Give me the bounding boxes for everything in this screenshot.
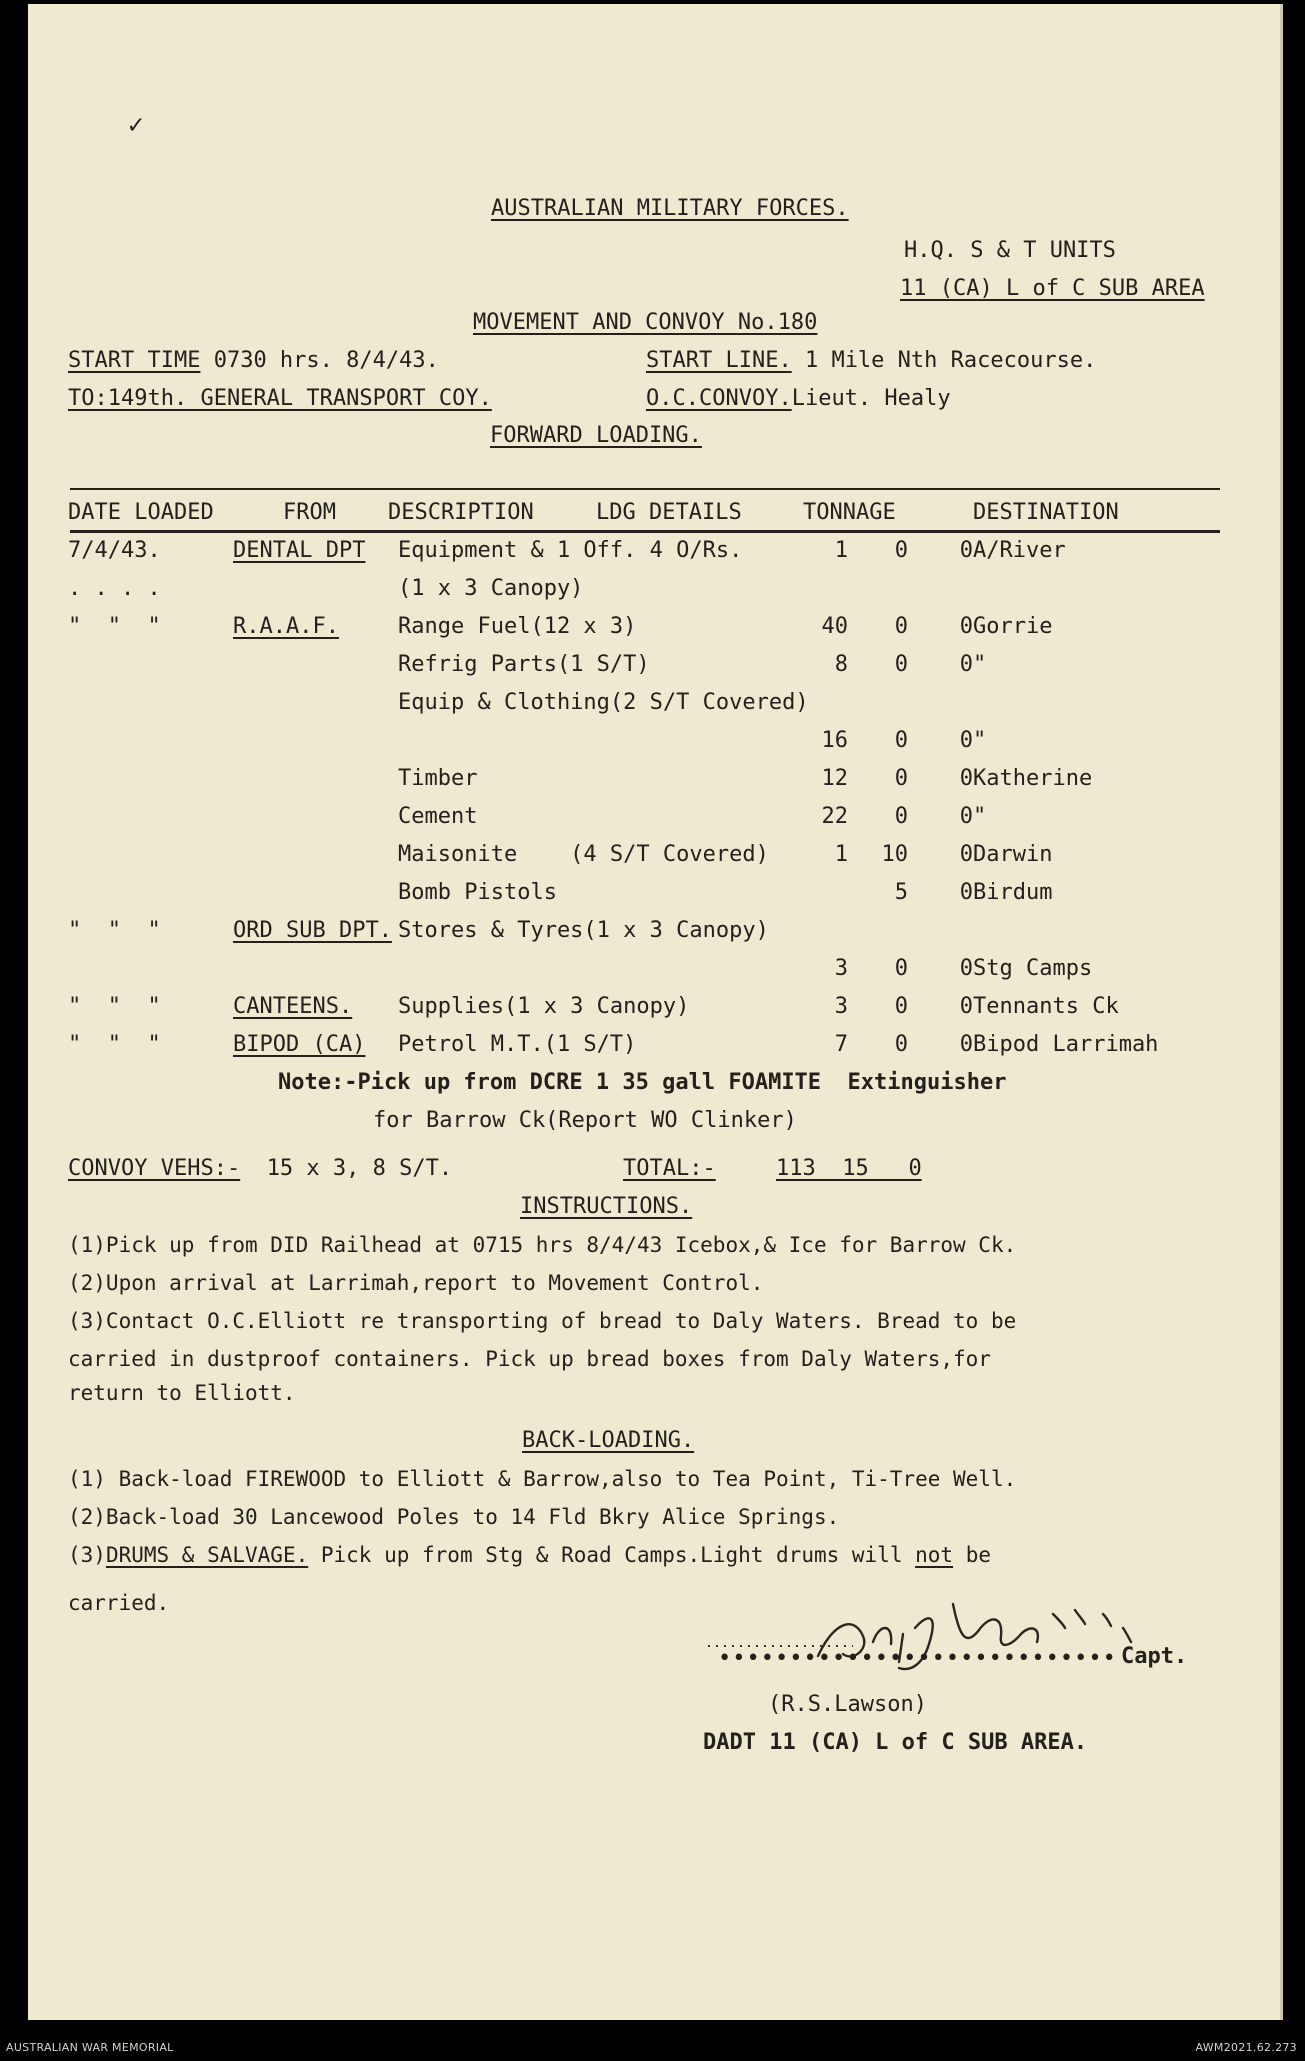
backloading-heading: BACK-LOADING. [522, 1428, 695, 1453]
cell-date: " " " [68, 918, 161, 943]
cell-description: (1 x 3 Canopy) [398, 576, 584, 601]
cell-tons: 40 [821, 614, 848, 639]
cell-date: . . . . [68, 576, 161, 601]
cell-tons: 7 [834, 1032, 848, 1057]
start-time-value: 0730 hrs. 8/4/43. [213, 348, 439, 373]
start-time [68, 348, 439, 374]
cell-date: " " " [68, 614, 161, 639]
table-top-rule [70, 488, 1220, 490]
cell-tons: 1 [834, 842, 848, 867]
cell-cwt: 0 [894, 804, 908, 829]
cell-qrs: 0 [959, 728, 973, 753]
note-line-2: for Barrow Ck(Report WO Clinker) [373, 1108, 797, 1133]
vehs-label: CONVOY VEHS:- [68, 1156, 241, 1181]
col-header-description: DESCRIPTION [388, 500, 534, 525]
instruction-line-5: return to Elliott. [68, 1381, 296, 1405]
cell-cwt: 0 [894, 538, 908, 563]
unit-line-1: H.Q. S & T UNITS [904, 238, 1116, 263]
cell-destination: " [973, 804, 987, 829]
cell-qrs: 0 [959, 994, 973, 1019]
start-time-label: START TIME [68, 348, 201, 373]
cell-tons: 8 [834, 652, 848, 677]
header-under-rule [70, 530, 1220, 533]
cell-cwt: 0 [894, 728, 908, 753]
cell-description: Equipment & 1 Off. 4 O/Rs. [398, 538, 743, 563]
total-label: TOTAL:- [623, 1156, 716, 1181]
cell-from: CANTEENS. [233, 994, 353, 1019]
cell-date: " " " [68, 1032, 161, 1057]
cell-cwt: 0 [894, 1032, 908, 1057]
cell-destination: Darwin [973, 842, 1053, 867]
instruction-line-4: carried in dustproof containers. Pick up bread boxes from Daly Waters,for [68, 1347, 991, 1371]
cell-destination: " [973, 652, 987, 677]
col-header-from: FROM [283, 500, 336, 525]
cell-cwt: 0 [894, 956, 908, 981]
backloading-line-4: carried. [68, 1591, 170, 1615]
cell-from: BIPOD (CA) [233, 1032, 366, 1057]
cell-cwt: 5 [894, 880, 908, 905]
cell-qrs: 0 [959, 652, 973, 677]
cell-description: Bomb Pistols [398, 880, 557, 905]
cell-destination: Gorrie [973, 614, 1053, 639]
cell-from: R.A.A.F. [233, 614, 339, 639]
movement-title: MOVEMENT AND CONVOY No.180 [473, 310, 818, 335]
cell-tons: 16 [821, 728, 848, 753]
convoy-vehicles [68, 1156, 452, 1182]
cell-from: DENTAL DPT [233, 538, 366, 563]
start-line-label: START LINE. [646, 348, 792, 373]
document-page [28, 4, 1283, 2020]
cell-qrs: 0 [959, 614, 973, 639]
cell-qrs: 0 [959, 538, 973, 563]
cell-qrs: 0 [959, 766, 973, 791]
oc-convoy [646, 386, 951, 412]
start-line-value: 1 Mile Nth Racecourse. [804, 348, 1097, 373]
instruction-line-2: (2)Upon arrival at Larrimah,report to Movement Control. [68, 1271, 764, 1295]
cell-destination: Tennants Ck [973, 994, 1119, 1019]
cell-tons: 3 [834, 956, 848, 981]
cell-qrs: 0 [959, 1032, 973, 1057]
cell-description: Stores & Tyres(1 x 3 Canopy) [398, 918, 769, 943]
instruction-line-3: (3)Contact O.C.Elliott re transporting of bread to Daly Waters. Bread to be [68, 1309, 1017, 1333]
backloading-line-3 [68, 1542, 991, 1568]
vehs-value: 15 x 3, 8 S/T. [266, 1156, 453, 1181]
cell-description: Timber [398, 766, 478, 791]
cell-destination: Bipod Larrimah [973, 1032, 1159, 1057]
pencil-mark-icon: ✓ [128, 110, 144, 140]
footer-left: AUSTRALIAN WAR MEMORIAL [6, 2041, 174, 2054]
instructions-heading: INSTRUCTIONS. [520, 1194, 693, 1219]
note-line-1: Note:-Pick up from DCRE 1 35 gall FOAMITE Extinguisher [278, 1070, 1007, 1095]
signature-name: (R.S.Lawson) [768, 1692, 927, 1717]
cell-tons: 1 [834, 538, 848, 563]
signature-rank: Capt. [1121, 1644, 1188, 1669]
bl3-rest-b: be [953, 1543, 991, 1567]
cell-date: " " " [68, 994, 161, 1019]
start-line [646, 348, 1096, 374]
col-header-ldg: LDG DETAILS [596, 500, 742, 525]
cell-destination: A/River [973, 538, 1066, 563]
to-unit: TO:149th. GENERAL TRANSPORT COY. [68, 386, 492, 411]
cell-cwt: 0 [894, 614, 908, 639]
instruction-line-1: (1)Pick up from DID Railhead at 0715 hrs 8/4/43 Icebox,& Ice for Barrow Ck. [68, 1233, 1017, 1257]
backloading-line-1: (1) Back-load FIREWOOD to Elliott & Barrow,also to Tea Point, Ti-Tree Well. [68, 1467, 1017, 1491]
col-header-tonnage: TONNAGE [803, 500, 896, 525]
cell-qrs: 0 [959, 956, 973, 981]
cell-qrs: 0 [959, 842, 973, 867]
cell-description: Petrol M.T.(1 S/T) [398, 1032, 637, 1057]
cell-cwt: 0 [894, 766, 908, 791]
cell-description: Range Fuel(12 x 3) [398, 614, 637, 639]
cell-date: 7/4/43. [68, 538, 161, 563]
bl3-not: not [915, 1543, 954, 1567]
oc-label: O.C.CONVOY. [646, 386, 792, 411]
handwritten-signature [703, 1584, 1223, 1694]
cell-cwt: 0 [894, 652, 908, 677]
signature-dots: •••••••••••••••••••••••••••• [718, 1646, 1117, 1671]
signature-title: DADT 11 (CA) L of C SUB AREA. [703, 1730, 1088, 1755]
unit-line-2: 11 (CA) L of C SUB AREA [900, 276, 1205, 301]
cell-destination: Stg Camps [973, 956, 1093, 981]
cell-description: Equip & Clothing(2 S/T Covered) [398, 690, 809, 715]
oc-value: Lieut. Healy [791, 386, 951, 411]
cell-tons: 22 [821, 804, 848, 829]
bl3-rest-a: Pick up from Stg & Road Camps.Light drums will [308, 1543, 916, 1567]
col-header-date: DATE LOADED [68, 500, 214, 525]
bl3-drums: DRUMS & SALVAGE. [105, 1543, 309, 1567]
cell-description: Supplies(1 x 3 Canopy) [398, 994, 690, 1019]
cell-destination: Katherine [973, 766, 1093, 791]
cell-tons: 12 [821, 766, 848, 791]
bl3-prefix: (3) [68, 1543, 106, 1567]
cell-from: ORD SUB DPT. [233, 918, 392, 943]
cell-destination: Birdum [973, 880, 1053, 905]
cell-destination: " [973, 728, 987, 753]
total-value: 113 15 0 [776, 1156, 922, 1181]
forward-loading-heading: FORWARD LOADING. [490, 423, 702, 448]
cell-description: Cement [398, 804, 478, 829]
cell-description: Maisonite (4 S/T Covered) [398, 842, 769, 867]
col-header-destination: DESTINATION [973, 500, 1119, 525]
cell-qrs: 0 [959, 880, 973, 905]
cell-description: Refrig Parts(1 S/T) [398, 652, 650, 677]
cell-tons: 3 [834, 994, 848, 1019]
cell-cwt: 10 [881, 842, 908, 867]
doc-heading: AUSTRALIAN MILITARY FORCES. [491, 196, 849, 221]
cell-cwt: 0 [894, 994, 908, 1019]
footer-right: AWM2021.62.273 [1195, 2041, 1297, 2054]
cell-qrs: 0 [959, 804, 973, 829]
backloading-line-2: (2)Back-load 30 Lancewood Poles to 14 Fld Bkry Alice Springs. [68, 1505, 840, 1529]
